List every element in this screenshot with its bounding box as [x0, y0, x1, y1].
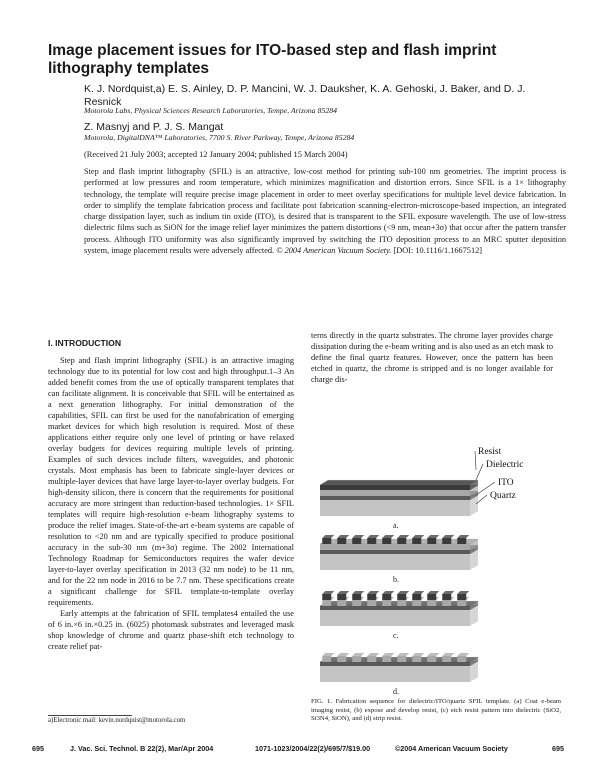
resist-feature	[337, 538, 346, 544]
author-list-2: Z. Masnyj and P. J. S. Mangat	[84, 121, 224, 133]
resist-feature	[397, 594, 406, 600]
resist-feature	[442, 538, 451, 544]
resist-feature-top	[442, 535, 454, 538]
dielectric-feature-top	[427, 653, 439, 656]
intro-paragraph-2: Early attempts at the fabrication of SFIL templates4 entailed the use of 6 in.×6 in.×0.25 in. (6025) photomask substrates and leveraged mask shop knowledge of chrome and quartz phase-shift etch technology to create relief pat-	[48, 609, 294, 651]
resist-feature-top	[442, 591, 454, 594]
intro-paragraph-1: Step and flash imprint lithography (SFIL) is an attractive imaging technology due to its potential for low cost and high throughput.1–3 An added benefit comes from the use of optically transparent templates that can facilitate alignment. It is conceivable that SFIL will be entertained as a next generation lithography. For initial demonstration of the capabilities, SFIL can first be used for the nanofabrication of emerging market devices for which high resolution is required. Most of these applications either require only one level of printing or have relaxed overlay budgets for devices requiring multiple levels of printing. Examples of such devices include filters, waveguides, and photonic crystals. Most emphasis has been to fabricate single-layer devices or multiple-layer devices that have large layer-to-layer overlay budgets. For high-density silicon, there is concern that the requirements for positional accuracy are more stringent than reduction-based technologies. 1× SFIL templates will require high-resolution e-beam lithography systems to produce the relief images. State-of-the-art e-beam systems are capable of resolution to <20 nm and are typically specified to produce positional accuracy in the sub-30 nm (m+3σ) regime. The 2002 International Technology Roadmap for Semiconductors requires the wafer device layer-to-layer overlay specification in 2013 (32 nm node) to be 11 nm, and for the 22 nm node in 2016 to be 7.7 nm. These specifications create a significant challenge for SFIL template-to-template overlay requirements.	[48, 356, 294, 607]
dielectric-feature	[457, 656, 466, 662]
panel-label: b.	[393, 575, 399, 584]
resist-feature-top	[382, 535, 394, 538]
column-right-text: terns directly in the quartz substrates. The chrome layer provides charge dissipation during the e-beam writing and is also used as an etch mask to define the final quartz features. However, once the pattern has been etched in quartz, the chrome is stripped and is no longer available for charge dis-	[311, 331, 553, 384]
resist-feature	[397, 538, 406, 544]
dielectric-feature-top	[367, 653, 379, 656]
panel-label: c.	[393, 631, 399, 640]
resist-feature	[427, 538, 436, 544]
resist-feature-top	[352, 535, 364, 538]
ito-layer	[320, 606, 470, 610]
abstract-doi[interactable]: [DOI: 10.1116/1.1667512]	[393, 246, 483, 256]
resist-feature	[367, 538, 376, 544]
label-dielectric: Dielectric	[486, 460, 524, 470]
footer-journal: J. Vac. Sci. Technol. B 22(2), Mar/Apr 2004	[70, 744, 214, 753]
dielectric-feature	[382, 656, 391, 662]
resist-feature	[337, 594, 346, 600]
resist-feature	[352, 538, 361, 544]
dielectric-feature	[352, 656, 361, 662]
abstract-text: Step and flash imprint lithography (SFIL) is an attractive, low-cost method for printing sub-100 nm geometries. The imprint process is performed at low pressures and room temperature, which minimizes magnification and distortion errors. Since SFIL is a 1× lithography technology, the template will require precise image placement in order to meet overlay specifications for multiple level device fabrication. In order to simplify the template fabrication process and facilitate post fabrication scanning-electron-microscope-based inspection, an integrated charge dissipation layer, such as indium tin oxide (ITO), is desired that is transparent to the SFIL exposure wavelength. The use of low-stress dielectric films such as SiON for the image relief layer minimizes the pattern distortions (<9 nm, mean+3σ) that occur after the pattern transfer process. Although ITO uniformity was also significantly improved by switching the ITO deposition process to an MRC sputter deposition system, image placement results were adversely affected.	[84, 167, 566, 256]
resist-feature-top	[337, 535, 349, 538]
panel-label: a.	[393, 521, 399, 530]
author-list-1: K. J. Nordquist,a) E. S. Ainley, D. P. Mancini, W. J. Dauksher, K. A. Gehoski, J. Baker, and D. J. Resnick	[84, 83, 526, 108]
ito-layer	[320, 496, 470, 500]
dielectric-feature	[367, 600, 376, 606]
abstract	[84, 166, 566, 256]
dielectric-feature	[322, 656, 331, 662]
dielectric-feature	[412, 656, 421, 662]
dielectric-feature	[322, 600, 331, 606]
figure-caption: FIG. 1. Fabrication sequence for dielectric/ITO/quartz SFIL template. (a) Coat e-beam imaging resist, (b) expose and develop resist, (c) etch resist pattern into dielectric (SiO2, Si3N4, SiON), and (d) strip resist.	[311, 698, 561, 723]
label-resist-leader	[475, 451, 476, 470]
label-dielectric-leader	[476, 464, 483, 480]
resist-feature	[457, 594, 466, 600]
dielectric-feature	[397, 600, 406, 606]
resist-feature-top	[352, 591, 364, 594]
resist-feature-top	[367, 535, 379, 538]
resist-feature-top	[397, 591, 409, 594]
dielectric-feature	[427, 600, 436, 606]
figure-1-diagram	[300, 440, 562, 696]
dielectric-feature-top	[442, 653, 454, 656]
resist-feature-top	[397, 535, 409, 538]
abstract-copyright: © 2004 American Vacuum Society.	[276, 246, 392, 256]
ito-layer	[320, 662, 470, 666]
footnote-rule	[48, 715, 132, 716]
column-left	[48, 338, 294, 652]
footer-issn: 1071-1023/2004/22(2)/695/7/$19.00	[255, 744, 371, 753]
dielectric-layer	[320, 490, 470, 496]
resist-feature	[412, 538, 421, 544]
dielectric-feature	[427, 656, 436, 662]
resist-feature-top	[367, 591, 379, 594]
resist-feature-top	[412, 591, 424, 594]
dielectric-feature	[457, 600, 466, 606]
resist-feature	[367, 594, 376, 600]
quartz-layer	[320, 666, 470, 682]
resist-feature	[412, 594, 421, 600]
resist-feature	[322, 594, 331, 600]
resist-feature-top	[382, 591, 394, 594]
resist-feature	[322, 538, 331, 544]
dielectric-feature	[337, 600, 346, 606]
resist-feature	[382, 594, 391, 600]
received-dates: (Received 21 July 2003; accepted 12 January 2004; published 15 March 2004)	[84, 150, 348, 159]
ito-layer	[320, 550, 470, 554]
affiliation-2: Motorola, DigitalDNA™ Laboratories, 7700 S. River Parkway, Tempe, Arizona 85284	[84, 133, 355, 142]
dielectric-feature	[337, 656, 346, 662]
dielectric-layer	[320, 544, 470, 550]
footer-page-right: 695	[552, 744, 564, 753]
resist-feature-top	[457, 591, 469, 594]
dielectric-feature	[382, 600, 391, 606]
label-ito: ITO	[498, 478, 514, 488]
dielectric-feature-top	[412, 653, 424, 656]
label-resist: Resist	[478, 447, 502, 457]
dielectric-feature	[352, 600, 361, 606]
quartz-layer	[320, 554, 470, 570]
panel-label: d.	[393, 687, 399, 696]
footer-copyright: ©2004 American Vacuum Society	[395, 744, 508, 753]
dielectric-feature-top	[382, 653, 394, 656]
section-heading: I. INTRODUCTION	[48, 338, 122, 348]
dielectric-feature-top	[457, 653, 469, 656]
affiliation-1: Motorola Labs, Physical Sciences Research Laboratories, Tempe, Arizona 85284	[84, 106, 338, 115]
resist-feature	[352, 594, 361, 600]
resist-layer-top	[320, 480, 478, 485]
footnote: a)Electronic mail: kevin.nordquist@motorola.com	[48, 717, 186, 724]
resist-feature	[382, 538, 391, 544]
resist-feature	[457, 538, 466, 544]
dielectric-feature	[367, 656, 376, 662]
dielectric-feature	[412, 600, 421, 606]
paper-title: Image placement issues for ITO-based step and flash imprint lithography templates	[48, 42, 497, 77]
resist-feature-top	[337, 591, 349, 594]
footer-page-left: 695	[32, 744, 44, 753]
dielectric-feature-top	[337, 653, 349, 656]
dielectric-feature-top	[397, 653, 409, 656]
dielectric-feature-top	[322, 653, 334, 656]
resist-feature	[442, 594, 451, 600]
label-quartz: Quartz	[490, 491, 516, 501]
resist-feature-top	[322, 535, 334, 538]
dielectric-feature	[442, 656, 451, 662]
resist-feature-top	[427, 591, 439, 594]
resist-feature-top	[412, 535, 424, 538]
dielectric-feature-top	[352, 653, 364, 656]
resist-feature-top	[427, 535, 439, 538]
resist-feature	[427, 594, 436, 600]
dielectric-feature	[442, 600, 451, 606]
quartz-layer	[320, 610, 470, 626]
dielectric-feature	[397, 656, 406, 662]
resist-feature-top	[457, 535, 469, 538]
resist-layer	[320, 485, 470, 490]
resist-feature-top	[322, 591, 334, 594]
quartz-layer	[320, 500, 470, 516]
